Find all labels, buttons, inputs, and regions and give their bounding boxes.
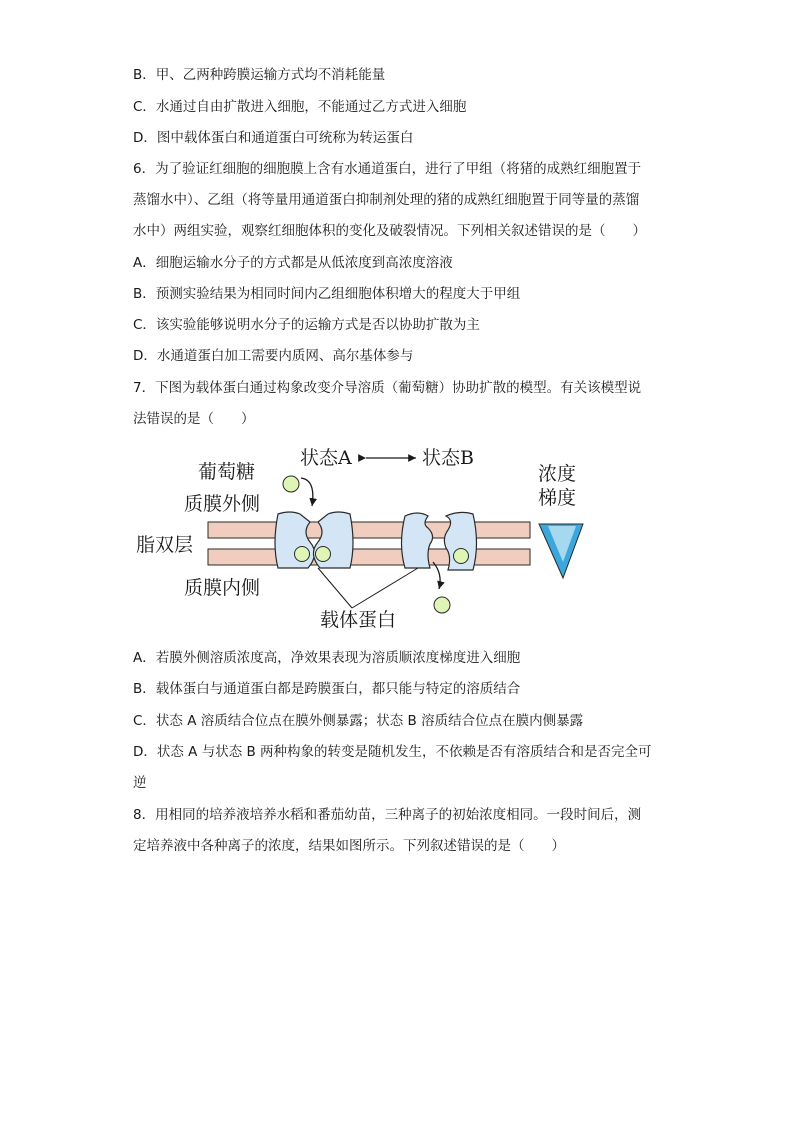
line-q8-stem-1: 8．用相同的培养液培养水稻和番茄幼苗，三种离子的初始浓度相同。一段时间后，测 (133, 807, 642, 823)
label-gradient-2: 梯度 (538, 487, 577, 509)
label-inside: 质膜内侧 (184, 577, 261, 599)
line-q7-option-a: A．若膜外侧溶质浓度高，净效果表现为溶质顺浓度梯度进入细胞 (133, 650, 521, 666)
line-q7-option-d-1: D．状态 A 与状态 B 两种构象的转变是随机发生，不依赖是否有溶质结合和是否完全可 (133, 744, 652, 760)
label-gradient-1: 浓度 (538, 463, 577, 485)
line-q5-option-d: D．图中载体蛋白和通道蛋白可统称为转运蛋白 (133, 130, 414, 146)
carrier-pointer-right (352, 568, 418, 608)
label-bilayer: 脂双层 (136, 534, 194, 556)
line-q5-option-b: B．甲、乙两种跨膜运输方式均不消耗能量 (133, 67, 386, 83)
label-state-a: 状态A (300, 447, 352, 469)
carrier-protein-diagram (130, 444, 610, 634)
line-q7-option-c: C．状态 A 溶质结合位点在膜外侧暴露；状态 B 溶质结合位点在膜内侧暴露 (133, 713, 584, 729)
label-glucose: 葡萄糖 (198, 461, 256, 483)
line-q8-stem-2: 定培养液中各种离子的浓度，结果如图所示。下列叙述错误的是（ ） (133, 838, 565, 854)
released-glucose-inside (434, 597, 450, 613)
exit-arrow (433, 562, 440, 589)
bound-solute-right (316, 547, 331, 562)
membrane-upper-bar (208, 522, 530, 538)
line-q7-option-d-2: 逆 (133, 775, 147, 791)
line-q7-stem-1: 7．下图为载体蛋白通过构象改变介导溶质（葡萄糖）协助扩散的模型。有关该模型说 (133, 380, 642, 396)
line-q6-option-a: A．细胞运输水分子的方式都是从低浓度到高浓度溶液 (133, 255, 453, 271)
entry-arrow (301, 478, 313, 506)
free-glucose-outside (283, 476, 299, 492)
bound-solute-inside (454, 549, 469, 564)
label-state-b: 状态B (422, 447, 474, 469)
line-q5-option-c: C．水通过自由扩散进入细胞，不能通过乙方式进入细胞 (133, 99, 467, 115)
line-q7-option-b: B．载体蛋白与通道蛋白都是跨膜蛋白，都只能与特定的溶质结合 (133, 681, 521, 697)
carrier-pointer-left (318, 568, 352, 608)
line-q6-option-d: D．水通道蛋白加工需要内质网、高尔基体参与 (133, 348, 414, 364)
line-q6-stem-1: 6．为了验证红细胞的细胞膜上含有水通道蛋白，进行了甲组（将猪的成熟红细胞置于 (133, 161, 642, 177)
line-q7-stem-2: 法错误的是（ ） (133, 411, 255, 427)
line-q6-stem-2: 蒸馏水中）、乙组（将等量用通道蛋白抑制剂处理的猪的成熟红细胞置于同等量的蒸馏 (133, 192, 640, 208)
label-carrier-protein: 载体蛋白 (320, 609, 397, 631)
line-q6-stem-3: 水中）两组实验，观察红细胞体积的变化及破裂情况。下列相关叙述错误的是（ ） (133, 223, 646, 239)
line-q6-option-c: C．该实验能够说明水分子的运输方式是否以协助扩散为主 (133, 317, 480, 333)
line-q6-option-b: B．预测实验结果为相同时间内乙组细胞体积增大的程度大于甲组 (133, 286, 521, 302)
bound-solute-left (295, 547, 310, 562)
label-outside: 质膜外侧 (184, 493, 261, 515)
membrane-lower-bar (208, 549, 530, 565)
